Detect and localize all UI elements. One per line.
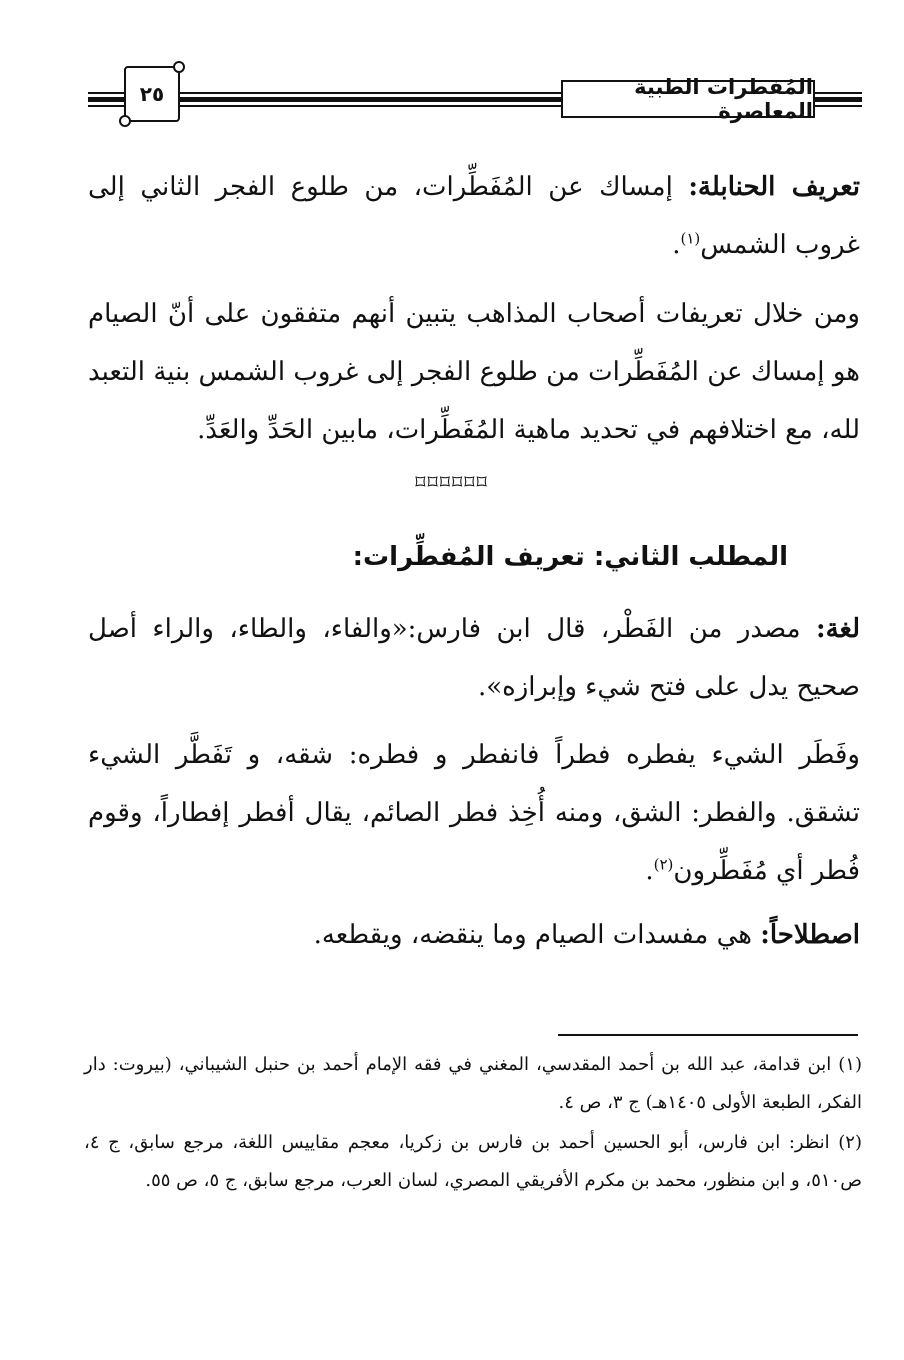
paragraph-text: ومن خلال تعريفات أصحاب المذاهب يتبين أنهم متفقون على أنّ الصيام هو إمساك عن المُفَطِّرات من طلوع الفجر إلى غروب الشمس بنية التعبد لله، مع اختلافهم في تحديد ماهية المُفَطِّرات، مابين الحَدِّ والعَدِّ. <box>88 299 860 445</box>
footnote-1: (١) ابن قدامة، عبد الله بن أحمد المقدسي، المغني في فقه الإمام أحمد بن حنبل الشيباني، (بيروت: دار الفكر، الطبعة الأولى ١٤٠٥هـ) ج ٣، ص ٤. <box>84 1054 862 1113</box>
paragraph-text: هي مفسدات الصيام وما ينقضه، ويقطعه. <box>313 920 761 950</box>
paragraph-technical-definition <box>88 906 860 964</box>
term-label: لغة: <box>815 614 860 644</box>
term-label: اصطلاحاً: <box>760 920 860 950</box>
footnote-ref-2[interactable]: (٢) <box>653 855 674 874</box>
page-number-scroll <box>124 66 180 122</box>
section-divider-ornament: ⌑⌑⌑⌑⌑⌑ <box>415 470 489 494</box>
running-title-box <box>561 75 815 123</box>
footnote-separator <box>558 1034 858 1036</box>
section-heading: المطلب الثاني: تعريف المُفطِّرات: <box>352 542 788 572</box>
footnote-ref-1[interactable]: (١) <box>680 229 701 248</box>
running-title: المُفطرات الطبية المعاصرة <box>634 75 813 123</box>
paragraph-text: إمساك عن المُفَطِّرات، من طلوع الفجر الثاني إلى غروب الشمس <box>88 172 860 260</box>
paragraph-text: مصدر من الفَطْر، قال ابن فارس:«والفاء، والطاء، والراء أصل صحيح يدل على فتح شيء وإبرازه». <box>88 614 860 702</box>
footnote-2: (٢) انظر: ابن فارس، أبو الحسين أحمد بن فارس بن زكريا، معجم مقاييس اللغة، مرجع سابق، ج ٤، ص٥١٠، و ابن منظور، محمد بن مكرم الأفريقي المصري، لسان العرب، مرجع سابق، ج ٥، ص ٥٥. <box>84 1132 862 1191</box>
term-label: تعريف الحنابلة: <box>688 172 860 202</box>
page-number: ٢٥ <box>139 82 165 106</box>
page-header <box>0 0 904 130</box>
paragraph-text: وفَطَر الشيء يفطره فطراً فانفطر و فطره: شقه، و تَفَطَّر الشيء تشقق. والفطر: الشق، ومنه أُخِذ فطر الصائم، يقال أفطر إفطاراً، وقوم فُطر أي مُفَطِّرون <box>88 740 860 886</box>
paragraph-linguistic-definition <box>88 600 860 716</box>
paragraph-etymology: وفَطَر الشيء يفطره فطراً فانفطر و فطره: شقه، و تَفَطَّر الشيء تشقق. والفطر: الشق، ومنه أُخِذ فطر الصائم، يقال أفطر إفطاراً، وقوم فُطر أي مُفَطِّرون$^{(٢)}$. <box>88 740 860 886</box>
paragraph-hanbali-definition: تعريف الحنابلة: إمساك عن المُفَطِّرات، من طلوع الفجر الثاني إلى غروب الشمس$^{(١)}$. <box>88 172 860 260</box>
paragraph-summary <box>88 285 860 459</box>
